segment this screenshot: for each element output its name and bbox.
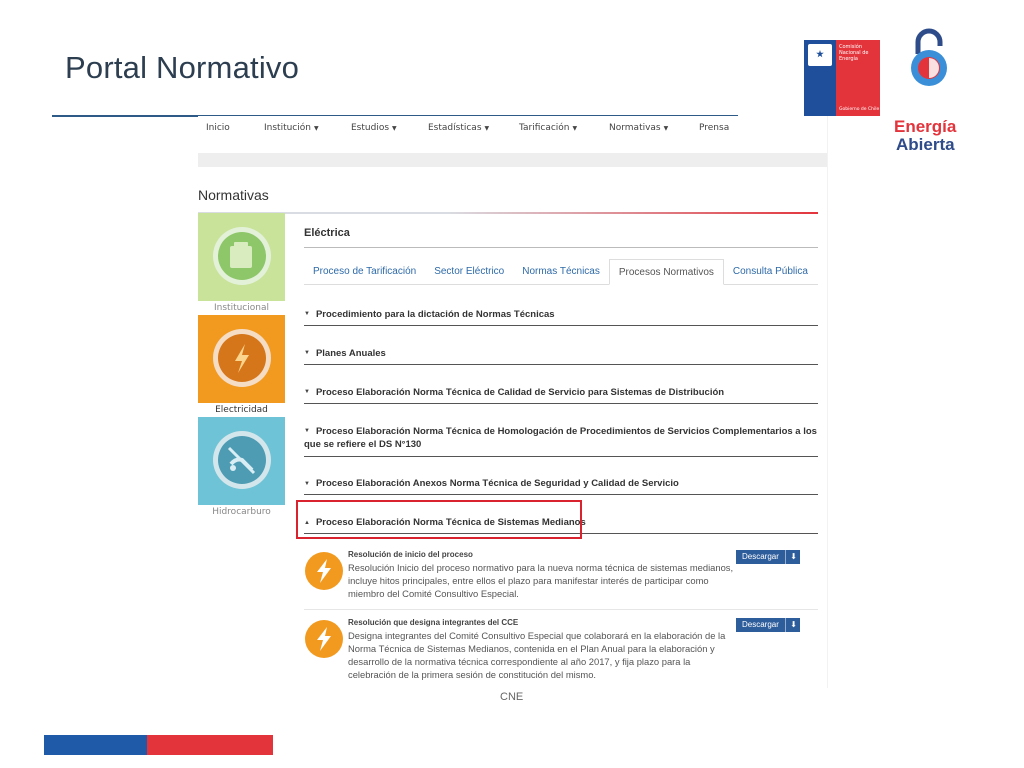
nav-item-institucion[interactable]: Institución ▼ xyxy=(264,123,319,133)
caret-down-icon: ▼ xyxy=(304,428,310,434)
tab-normas-tecnicas[interactable]: Normas Técnicas xyxy=(522,266,600,277)
document-description: Designa integrantes del Comité Consultivo Especial que colaborará en la elaboración de la Norma Técnica de Sistemas Medianos, contenida en el Plan Anual para la elaboración y desarrollo de la normativa técnica correspondiente al año 2017, y fija plazo para la celebración de la primera sesión de constitución del mismo. xyxy=(348,630,726,681)
category-hidrocarburo[interactable] xyxy=(198,417,285,505)
category-electricidad[interactable] xyxy=(198,315,285,403)
download-button[interactable]: Descargar ⬇ xyxy=(736,550,800,564)
cne-logo-line2: Nacional de xyxy=(839,50,869,56)
accordion-item[interactable]: ▼ Proceso Elaboración Anexos Norma Técnica de Seguridad y Calidad de Servicio xyxy=(304,478,818,495)
tab-procesos-normativos[interactable]: Procesos Normativos xyxy=(609,259,724,285)
document-item xyxy=(304,618,818,688)
slide-title: Portal Normativo xyxy=(65,50,300,85)
nav-item-estudios[interactable]: Estudios ▼ xyxy=(351,123,397,133)
cne-logo-line3: Energía xyxy=(839,56,858,62)
energia-abierta-word1: Energía xyxy=(894,117,957,136)
caret-down-icon: ▼ xyxy=(572,125,578,132)
footer-bar-red xyxy=(147,735,273,755)
download-icon: ⬇ xyxy=(785,550,797,564)
accordion-item[interactable]: ▼ Proceso Elaboración Norma Técnica de Calidad de Servicio para Sistemas de Distribución xyxy=(304,387,818,404)
accordion-item[interactable]: ▼ Proceso Elaboración Norma Técnica de Homologación de Procedimientos de Servicios Complementarios a los que se refiere el DS N°130 xyxy=(304,425,818,457)
download-button[interactable]: Descargar ⬇ xyxy=(736,618,800,632)
content-area xyxy=(304,213,818,688)
document-item xyxy=(304,550,818,610)
chile-shield-icon xyxy=(808,44,832,66)
tab-bar xyxy=(304,259,818,285)
document-description: Resolución Inicio del proceso normativo para la nueva norma técnica de sistemas medianos, incluye hitos principales, entre ellos el plazo para manifestar interés de participar como miembro del Comité Consultivo Especial. xyxy=(348,562,734,600)
lightning-bolt-icon xyxy=(314,558,334,584)
caret-down-icon: ▼ xyxy=(304,389,310,396)
energia-abierta-logo xyxy=(892,26,968,154)
nav-item-tarificacion[interactable]: Tarificación ▼ xyxy=(519,123,578,133)
category-sidebar xyxy=(198,213,285,519)
caret-down-icon: ▼ xyxy=(304,480,310,487)
footer-bar-blue xyxy=(44,735,147,755)
nav-item-estadisticas[interactable]: Estadísticas ▼ xyxy=(428,123,490,133)
fuel-nozzle-icon xyxy=(218,436,266,484)
cne-logo xyxy=(804,40,880,116)
category-institucional[interactable] xyxy=(198,213,285,301)
accordion-item[interactable]: ▼ Procedimiento para la dictación de Normas Técnicas xyxy=(304,309,818,326)
folder-icon xyxy=(218,232,266,280)
category-label: Institucional xyxy=(214,303,269,313)
website-screenshot xyxy=(198,116,828,688)
tab-consulta-publica[interactable]: Consulta Pública xyxy=(732,266,808,277)
accordion-item-expanded[interactable]: ▲ Proceso Elaboración Norma Técnica de Sistemas Medianos xyxy=(304,517,818,534)
tab-sector-electrico[interactable]: Sector Eléctrico xyxy=(434,266,505,277)
slide-footer: CNE xyxy=(500,691,524,703)
caret-down-icon: ▼ xyxy=(304,350,310,357)
caret-down-icon: ▼ xyxy=(313,125,319,132)
tab-proceso-tarificacion[interactable]: Proceso de Tarificación xyxy=(313,266,417,277)
lightning-bolt-icon xyxy=(218,334,266,382)
caret-down-icon: ▼ xyxy=(304,311,310,318)
top-nav xyxy=(198,116,827,140)
document-category-icon xyxy=(305,620,343,658)
caret-down-icon: ▼ xyxy=(663,125,669,132)
caret-down-icon: ▼ xyxy=(392,125,397,132)
document-title: Resolución que designa integrantes del CCE xyxy=(348,618,519,628)
energia-abierta-word2: Abierta xyxy=(896,135,955,154)
accordion-item[interactable]: ▼ Planes Anuales xyxy=(304,348,818,365)
header-band xyxy=(198,153,827,167)
document-title: Resolución de inicio del proceso xyxy=(348,550,473,560)
highlight-annotation xyxy=(296,500,582,539)
page-title: Normativas xyxy=(198,187,269,203)
nav-item-prensa[interactable]: Prensa xyxy=(699,123,730,133)
cne-logo-line1: Comisión xyxy=(839,44,863,50)
nav-item-inicio[interactable]: Inicio xyxy=(206,123,230,133)
document-category-icon xyxy=(305,552,343,590)
open-lock-icon xyxy=(908,28,950,88)
caret-up-icon: ▲ xyxy=(304,519,310,526)
caret-down-icon: ▼ xyxy=(484,125,490,132)
area-title: Eléctrica xyxy=(304,227,350,239)
area-title-rule xyxy=(304,247,818,248)
cne-logo-gov: Gobierno de Chile xyxy=(839,107,880,112)
nav-item-normativas[interactable]: Normativas ▼ xyxy=(609,123,669,133)
category-label: Hidrocarburo xyxy=(212,507,271,517)
download-icon: ⬇ xyxy=(785,618,797,632)
category-label: Electricidad xyxy=(215,405,268,415)
lightning-bolt-icon xyxy=(314,626,334,652)
